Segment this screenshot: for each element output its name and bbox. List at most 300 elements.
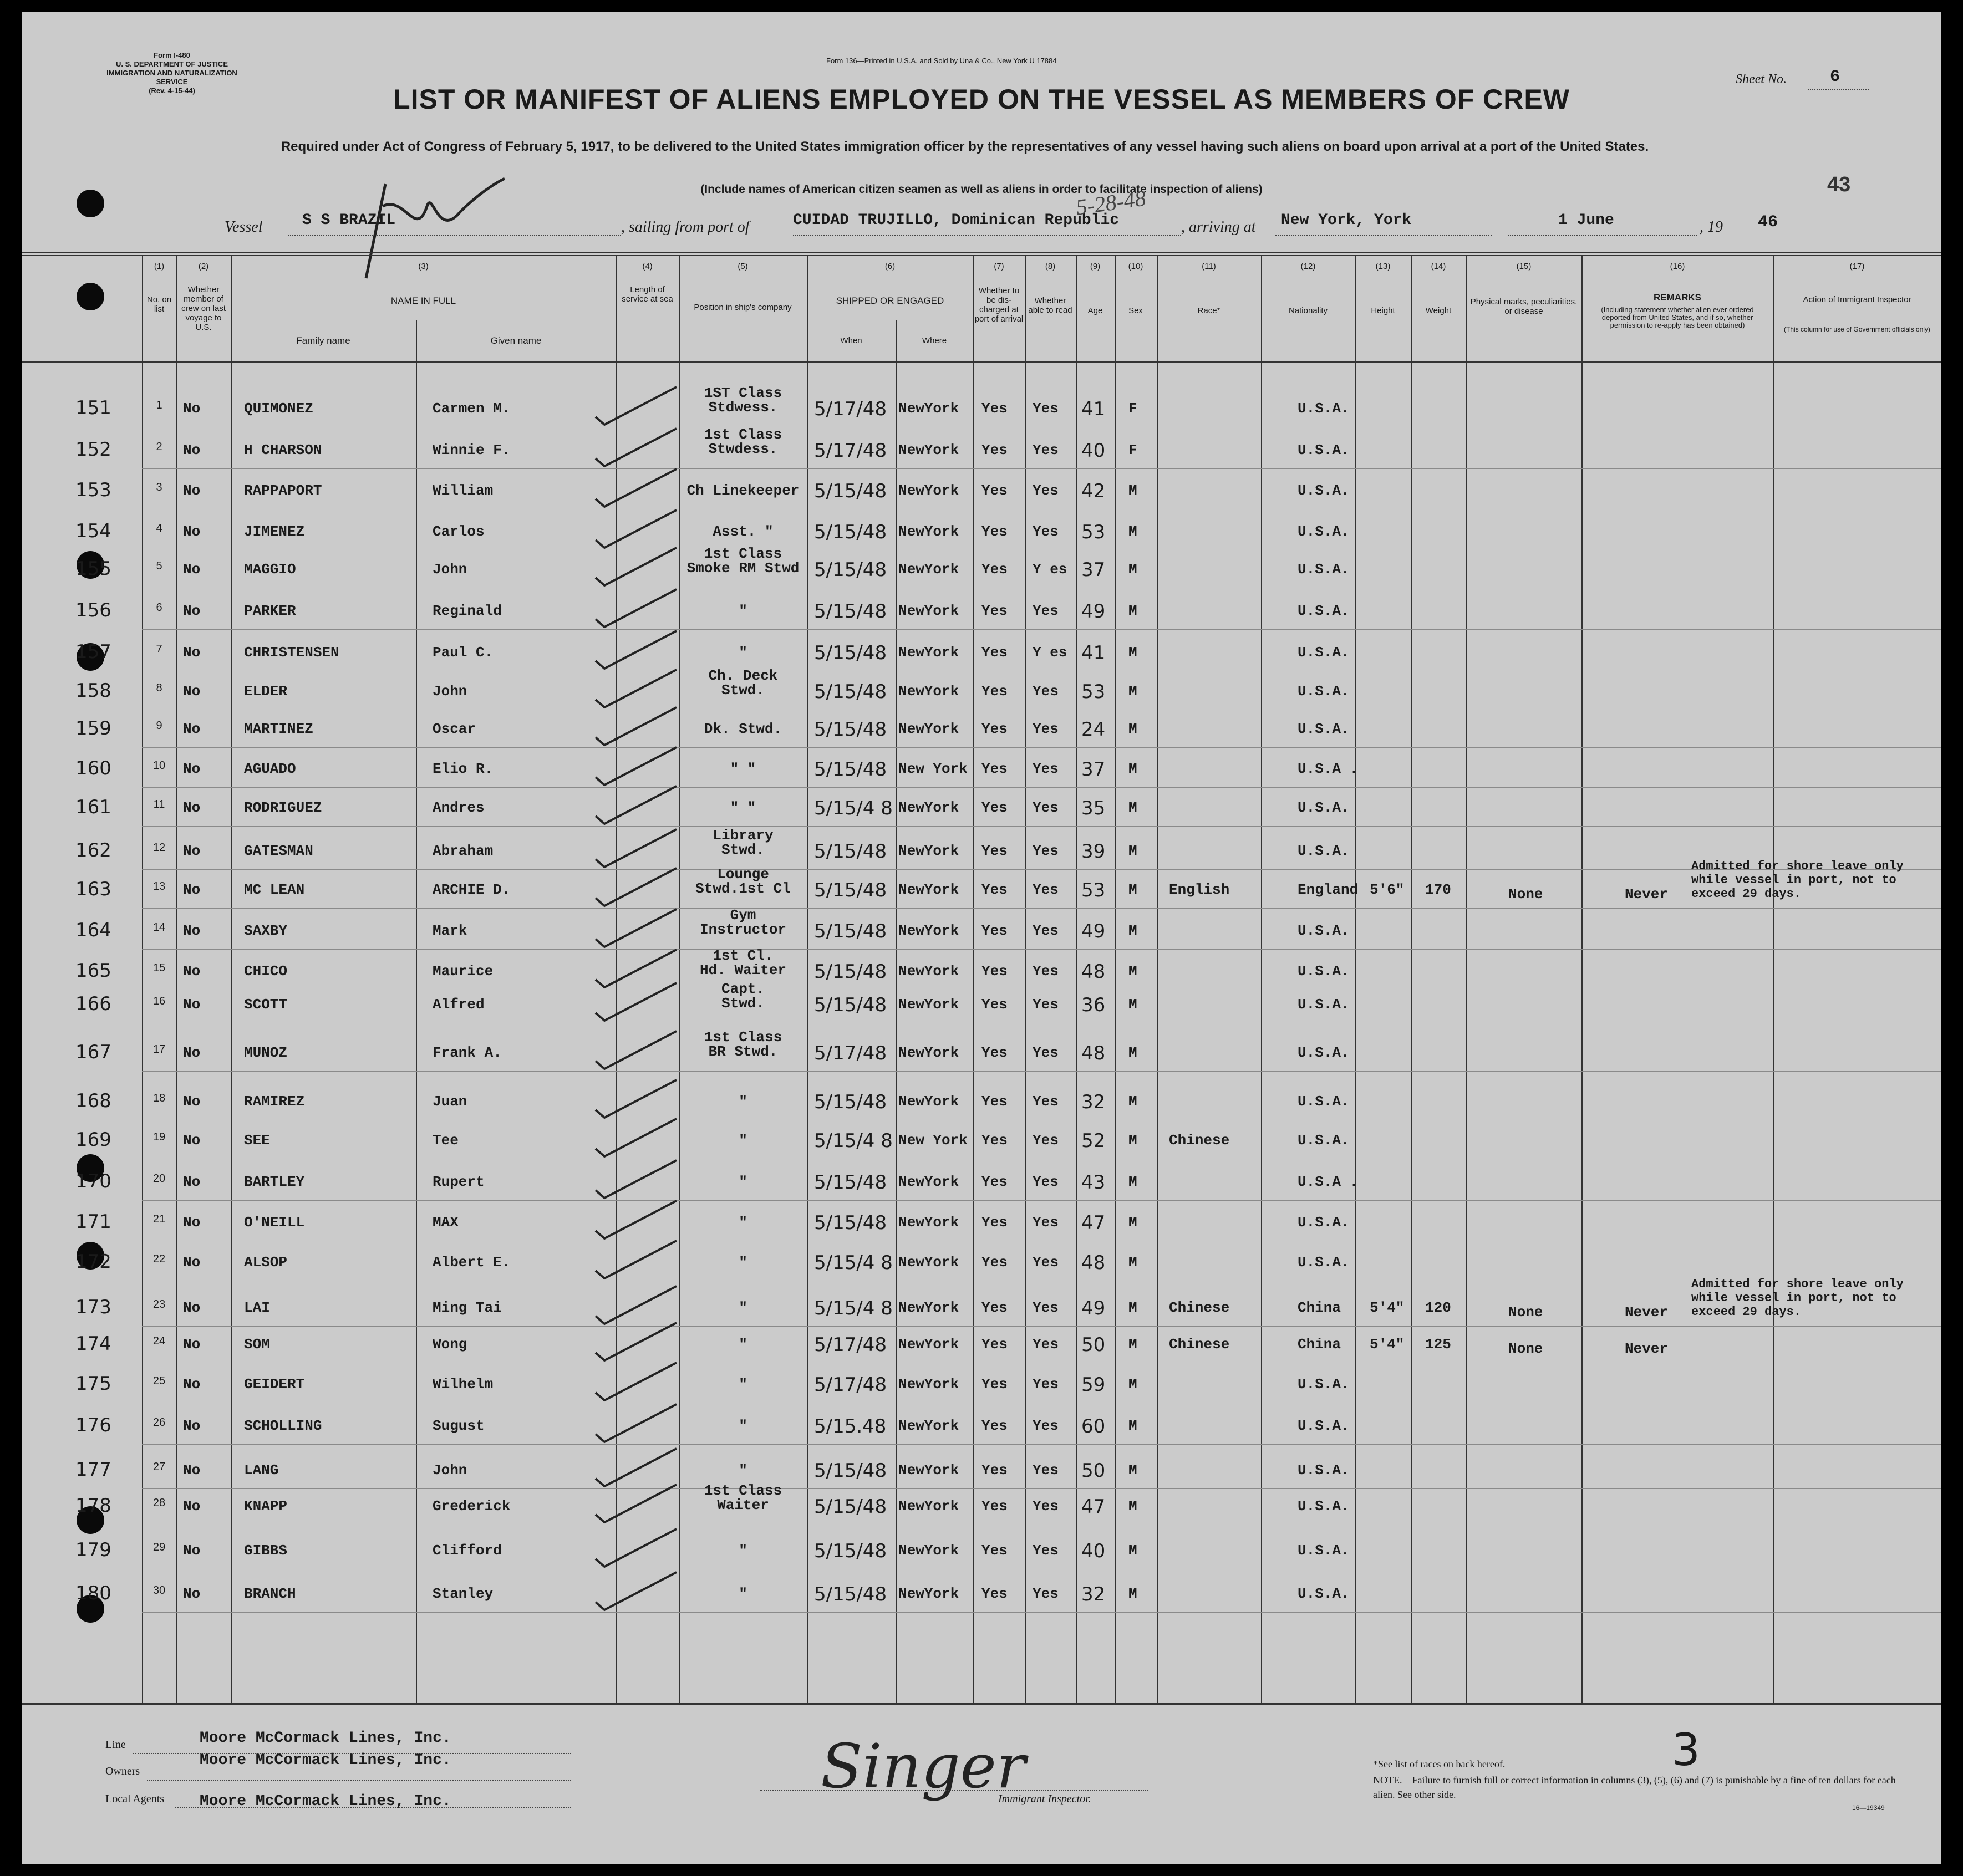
discharged-cell: Yes [982,881,1008,898]
row-number: 28 [152,1497,166,1509]
row-ref-number: 167 [75,1041,111,1063]
service-checkmark [593,1115,682,1160]
nationality-cell: U.S.A. [1298,843,1350,859]
position-cell: " [739,644,747,661]
col-num-17: (17) [1849,262,1865,271]
read-cell: Yes [1033,922,1059,939]
age-cell: 53 [1081,681,1106,703]
nationality-cell: U.S.A. [1298,523,1350,540]
legal-note: NOTE.—Failure to furnish full or correct information in columns (3), (5), (6) and (7) is punishable by a fine of ten dollars for each alien. See other side. [1373,1775,1896,1800]
row-number: 5 [156,560,162,572]
header-height: Height [1371,306,1395,315]
last-voyage-cell: No [183,1498,201,1515]
shipped-when-cell: 5/15/48 [814,961,887,983]
last-voyage-cell: No [183,996,201,1013]
header-nationality: Nationality [1288,306,1328,315]
sex-cell: M [1128,523,1137,540]
row-ref-number: 161 [75,796,111,818]
nationality-cell: U.S.A. [1298,1498,1350,1515]
last-voyage-cell: No [183,1336,201,1353]
position-cell: " [739,1214,747,1231]
position-cell: Asst. " [713,523,774,540]
inspector-signature: Singer [821,1731,1026,1802]
col-num-5: (5) [738,262,748,271]
row-ref-number: 159 [75,717,111,740]
given-name-cell: Juan [433,1093,467,1110]
position-cell: " [739,1462,747,1479]
family-name-cell: RAMIREZ [244,1093,305,1110]
shipped-where-cell: NewYork [898,442,959,458]
age-cell: 43 [1081,1171,1106,1194]
nationality-cell: U.S.A. [1298,1093,1350,1110]
last-voyage-cell: No [183,1132,201,1149]
sex-cell: M [1128,843,1137,859]
age-cell: 35 [1081,797,1106,819]
col-num-7: (7) [994,262,1004,271]
header-action-sub: (This column for use of Government officials only) [1784,325,1930,333]
nationality-cell: U.S.A. [1298,1376,1350,1393]
row-ref-number: 170 [75,1170,111,1192]
shipped-when-cell: 5/15/48 [814,559,887,581]
shipped-when-cell: 5/15/48 [814,840,887,863]
shipped-where-cell: NewYork [898,799,959,816]
header-family-name: Family name [296,335,350,346]
last-voyage-cell: No [183,1044,201,1061]
position-cell: Stwd. [721,995,765,1012]
height-cell: 5'6" [1370,881,1405,898]
nationality-cell: U.S.A. [1298,963,1350,980]
shipped-when-cell: 5/15/48 [814,1496,887,1518]
discharged-cell: Yes [982,799,1008,816]
shipped-when-cell: 5/15/48 [814,718,887,741]
row-number: 19 [152,1131,166,1143]
nationality-cell: U.S.A. [1298,1044,1350,1061]
age-cell: 53 [1081,521,1106,543]
shipped-where-cell: NewYork [898,523,959,540]
shipped-where-cell: NewYork [898,1044,959,1061]
row-number: 6 [156,601,162,614]
last-voyage-cell: No [183,1299,201,1316]
row-number: 11 [153,798,165,810]
col-num-15: (15) [1516,262,1532,271]
shipped-when-cell: 5/15/48 [814,879,887,901]
discharged-cell: Yes [982,523,1008,540]
last-voyage-cell: No [183,922,201,939]
read-cell: Yes [1033,603,1059,619]
sex-cell: M [1128,1418,1137,1434]
age-cell: 50 [1081,1460,1106,1482]
last-voyage-cell: No [183,843,201,859]
header-bottom-rule [22,361,1941,363]
shipped-where-cell: New York [898,1132,968,1149]
handwritten-number: 3 [1672,1724,1700,1776]
footer-owners-value: Moore McCormack Lines, Inc. [200,1752,451,1769]
shipped-when-cell: 5/15/4 8 [814,1297,893,1319]
physical-cell: None [1508,886,1543,903]
row-ref-number: 152 [75,439,111,461]
read-cell: Yes [1033,843,1059,859]
family-name-cell: LAI [244,1299,270,1316]
discharged-cell: Yes [982,1336,1008,1353]
row-number: 9 [156,720,162,732]
given-name-cell: Grederick [433,1498,511,1515]
age-cell: 24 [1081,718,1106,741]
nationality-cell: China [1298,1299,1341,1316]
shipped-when-cell: 5/15/48 [814,642,887,664]
discharged-cell: Yes [982,603,1008,619]
header-length-service: Length of service at sea [622,285,673,304]
nationality-cell: China [1298,1336,1341,1353]
row-rule [142,1071,1941,1072]
family-name-cell: MARTINEZ [244,721,313,737]
remarks-cell: Never [1625,1340,1669,1357]
given-name-cell: Elio R. [433,761,494,777]
shipped-when-cell: 5/17/48 [814,440,887,462]
header-name-in-full: NAME IN FULL [390,295,456,306]
read-cell: Yes [1033,482,1059,499]
shipped-when-cell: 5/15/48 [814,1460,887,1482]
given-name-cell: Clifford [433,1542,502,1559]
header-last-voyage: Whether member of crew on last voyage to U.S. [181,285,226,332]
given-name-cell: Reginald [433,603,502,619]
year-prefix: , 19 [1700,218,1723,236]
last-voyage-cell: No [183,1586,201,1602]
position-cell: " [739,1586,747,1602]
position-cell: " [739,1299,747,1316]
row-rule [142,1200,1941,1201]
race-note: *See list of races on back hereof. [1373,1758,1506,1770]
service-checkmark [593,1319,682,1364]
row-number: 27 [152,1461,166,1473]
footer-owners-label: Owners [105,1765,140,1777]
row-rule [142,949,1941,950]
header-when: When [840,336,862,345]
header-given-name: Given name [490,335,542,346]
table-top-rule-2 [22,255,1941,256]
given-name-cell: Paul C. [433,644,494,661]
col-num-9: (9) [1090,262,1101,271]
row-ref-number: 180 [75,1582,111,1604]
sex-cell: M [1128,1132,1137,1149]
vessel-name: S S BRAZIL [302,212,396,229]
row-rule [142,787,1941,788]
age-cell: 41 [1081,642,1106,664]
shipped-where-cell: NewYork [898,1214,959,1231]
row-number: 12 [152,842,166,854]
nationality-cell: U.S.A. [1298,603,1350,619]
footer-agents-label: Local Agents [105,1793,165,1805]
sex-cell: M [1128,963,1137,980]
service-checkmark [593,1481,682,1526]
discharged-cell: Yes [982,1044,1008,1061]
discharged-cell: Yes [982,1418,1008,1434]
last-voyage-cell: No [183,400,201,417]
position-cell: " [739,1542,747,1559]
shipped-when-cell: 5/15/48 [814,600,887,623]
age-cell: 49 [1081,1297,1106,1319]
row-rule [142,1326,1941,1327]
shipped-when-cell: 5/15/48 [814,521,887,543]
discharged-cell: Yes [982,1498,1008,1515]
arriving-dots [1275,235,1492,236]
shipped-where-cell: NewYork [898,881,959,898]
position-cell: Waiter [717,1497,769,1513]
row-number: 23 [152,1298,166,1311]
age-cell: 37 [1081,559,1106,581]
discharged-cell: Yes [982,561,1008,578]
position-cell: " [739,1336,747,1353]
row-number: 17 [152,1043,166,1056]
sex-cell: M [1128,644,1137,661]
sex-cell: M [1128,799,1137,816]
row-ref-number: 157 [75,641,111,663]
nationality-cell: U.S.A. [1298,644,1350,661]
inspector-action-stamp: Admitted for shore leave only while vessel in port, not to exceed 29 days. [1691,859,1904,901]
family-name-cell: H CHARSON [244,442,322,458]
row-number: 10 [152,759,166,772]
position-cell: " " [730,799,756,816]
position-cell: Stwd.1st Cl [695,880,791,897]
family-name-cell: ELDER [244,683,288,700]
shipped-where-cell: NewYork [898,1093,959,1110]
inspector-label: Immigrant Inspector. [998,1793,1091,1805]
age-cell: 48 [1081,1042,1106,1064]
header-no-on-list: No. on list [146,295,172,314]
given-name-cell: Ming Tai [433,1299,502,1316]
header-race: Race* [1197,306,1220,315]
nationality-cell: England [1298,881,1359,898]
last-voyage-cell: No [183,442,201,458]
discharged-cell: Yes [982,482,1008,499]
position-cell: Instructor [699,921,787,938]
shipped-where-cell: NewYork [898,644,959,661]
read-cell: Yes [1033,1586,1059,1602]
family-name-cell: PARKER [244,603,296,619]
read-cell: Yes [1033,523,1059,540]
position-cell: " [739,1093,747,1110]
row-number: 2 [156,441,162,453]
given-name-cell: ARCHIE D. [433,881,511,898]
read-cell: Yes [1033,1254,1059,1271]
service-checkmark [593,586,682,630]
service-checkmark [593,865,682,909]
row-ref-number: 156 [75,599,111,621]
discharged-cell: Yes [982,1214,1008,1231]
nationality-cell: U.S.A. [1298,1418,1350,1434]
row-rule [142,1612,1941,1613]
family-name-cell: MAGGIO [244,561,296,578]
col-num-11: (11) [1202,262,1216,271]
last-voyage-cell: No [183,1376,201,1393]
date-dots [1508,235,1697,236]
service-checkmark [593,1401,682,1445]
row-number: 15 [152,962,166,974]
age-cell: 50 [1081,1334,1106,1356]
row-ref-number: 177 [75,1459,111,1481]
given-name-cell: Winnie F. [433,442,511,458]
position-cell-line1: Library [713,827,774,844]
position-cell: Hd. Waiter [699,962,787,978]
given-name-cell: Mark [433,922,467,939]
nationality-cell: U.S.A. [1298,442,1350,458]
position-cell-line1: 1st Cl. [713,947,774,964]
nationality-cell: U.S.A. [1298,400,1350,417]
nationality-cell: U.S.A. [1298,996,1350,1013]
row-ref-number: 168 [75,1090,111,1112]
header-weight: Weight [1425,306,1452,315]
last-voyage-cell: No [183,1418,201,1434]
sheet-number: 6 [1830,68,1840,86]
row-rule [142,869,1941,870]
age-cell: 49 [1081,600,1106,623]
row-number: 7 [156,643,162,655]
row-ref-number: 179 [75,1539,111,1561]
discharged-cell: Yes [982,1376,1008,1393]
given-name-cell: Abraham [433,843,494,859]
row-number: 21 [152,1213,166,1225]
sex-cell: M [1128,1254,1137,1271]
shipped-where-cell: NewYork [898,603,959,619]
requirement-text: Required under Act of Congress of February 5, 1917, to be delivered to the United States immigration officer by the representatives of any vessel having such aliens on board upon arrival at a port of the United States. [281,139,1649,154]
age-cell: 42 [1081,480,1106,502]
read-cell: Yes [1033,799,1059,816]
last-voyage-cell: No [183,881,201,898]
row-number: 29 [152,1541,166,1553]
row-number: 8 [156,682,162,694]
given-name-cell: Rupert [433,1174,485,1190]
sex-cell: M [1128,1214,1137,1231]
position-cell: " [739,1376,747,1393]
family-name-cell: SCOTT [244,996,288,1013]
discharged-cell: Yes [982,644,1008,661]
shipped-when-cell: 5/15/48 [814,920,887,942]
family-name-cell: O'NEILL [244,1214,305,1231]
age-cell: 36 [1081,994,1106,1016]
discharged-cell: Yes [982,1132,1008,1149]
footer-line-value: Moore McCormack Lines, Inc. [200,1730,451,1747]
given-name-cell: Tee [433,1132,459,1149]
discharged-cell: Yes [982,996,1008,1013]
discharged-cell: Yes [982,922,1008,939]
arrival-date: 1 June [1558,212,1614,229]
nationality-cell: U.S.A. [1298,922,1350,939]
row-ref-number: 176 [75,1414,111,1436]
header-position: Position in ship's company [694,303,792,312]
position-cell: Dk. Stwd. [704,721,782,737]
shipped-where-cell: NewYork [898,963,959,980]
row-ref-number: 153 [75,479,111,501]
footer-owners-dots [147,1780,571,1781]
sex-cell: M [1128,761,1137,777]
family-name-cell: MUNOZ [244,1044,288,1061]
sex-cell: M [1128,1093,1137,1110]
sex-cell: M [1128,1376,1137,1393]
age-cell: 53 [1081,879,1106,901]
punch-hole [77,283,104,310]
discharged-cell: Yes [982,843,1008,859]
given-name-cell: Albert E. [433,1254,511,1271]
row-ref-number: 169 [75,1129,111,1151]
row-ref-number: 173 [75,1296,111,1318]
given-name-cell: Alfred [433,996,485,1013]
read-cell: Yes [1033,1418,1059,1434]
nationality-cell: U.S.A. [1298,1586,1350,1602]
read-cell: Y es [1033,644,1067,661]
header-read: Whether able to read [1028,296,1072,315]
row-number: 14 [152,921,166,934]
sex-cell: F [1128,442,1137,458]
sex-cell: M [1128,1462,1137,1479]
nationality-cell: U.S.A. [1298,1132,1350,1149]
race-cell: Chinese [1169,1132,1230,1149]
row-ref-number: 160 [75,757,111,779]
shipped-when-cell: 5/15/48 [814,480,887,502]
family-name-cell: LANG [244,1462,279,1479]
given-name-cell: John [433,561,467,578]
position-cell: " [739,1254,747,1271]
sex-cell: M [1128,721,1137,737]
read-cell: Yes [1033,1498,1059,1515]
row-ref-number: 155 [75,558,111,580]
position-cell: Stdwess. [708,399,778,416]
last-voyage-cell: No [183,482,201,499]
shipped-where-cell: NewYork [898,482,959,499]
service-checkmark [593,783,682,827]
row-number: 1 [156,399,162,411]
read-cell: Yes [1033,1542,1059,1559]
given-name-cell: MAX [433,1214,459,1231]
sex-cell: M [1128,1044,1137,1061]
service-checkmark [593,1237,682,1282]
shipped-where-cell: NewYork [898,561,959,578]
row-rule [142,747,1941,748]
arriving-at: New York, York [1281,212,1412,229]
col-num-14: (14) [1431,262,1446,271]
sex-cell: M [1128,1174,1137,1190]
nationality-cell: U.S.A . [1298,1174,1359,1190]
given-name-cell: Wong [433,1336,467,1353]
service-checkmark [593,1526,682,1570]
row-ref-number: 172 [75,1251,111,1273]
age-cell: 37 [1081,758,1106,781]
row-rule [142,468,1941,469]
row-ref-number: 171 [75,1211,111,1233]
position-cell: BR Stwd. [708,1043,778,1060]
shipped-where-cell: NewYork [898,1498,959,1515]
read-cell: Yes [1033,721,1059,737]
read-cell: Yes [1033,1174,1059,1190]
col-num-13: (13) [1375,262,1391,271]
discharged-cell: Yes [982,1093,1008,1110]
row-number: 24 [152,1335,166,1347]
row-rule [142,908,1941,909]
last-voyage-cell: No [183,1174,201,1190]
position-cell: Stwd. [721,682,765,699]
row-ref-number: 162 [75,839,111,861]
discharged-cell: Yes [982,683,1008,700]
read-cell: Yes [1033,1462,1059,1479]
sex-cell: M [1128,922,1137,939]
col-num-12: (12) [1300,262,1316,271]
last-voyage-cell: No [183,963,201,980]
shipped-when-cell: 5/15/48 [814,1171,887,1194]
service-checkmark [593,544,682,589]
age-cell: 48 [1081,1252,1106,1274]
header-discharged: Whether to be dis-charged at port of arrival [974,286,1024,324]
read-cell: Yes [1033,881,1059,898]
position-cell-line1: 1st Class [704,546,782,562]
family-name-cell: RODRIGUEZ [244,799,322,816]
